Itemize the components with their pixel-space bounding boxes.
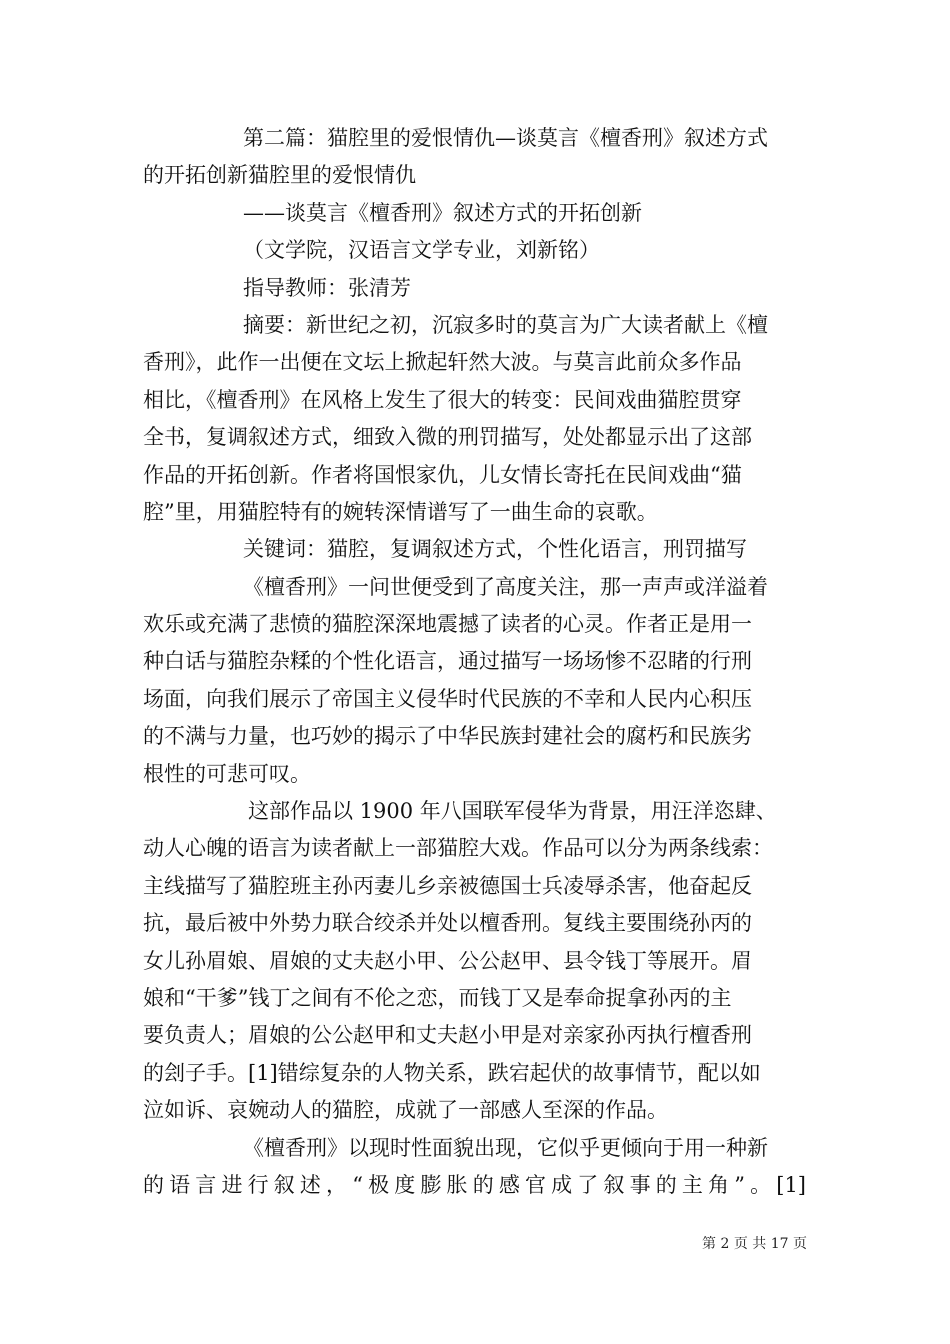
advisor: 指导教师：张清芳 bbox=[243, 275, 411, 300]
paragraph-line: 根性的可悲可叹。 bbox=[143, 761, 311, 786]
paragraph-line: 场面，向我们展示了帝国主义侵华时代民族的不幸和人民内心积压 bbox=[143, 686, 752, 711]
abstract-line: 腔”里，用猫腔特有的婉转深情谱写了一曲生命的哀歌。 bbox=[143, 499, 658, 524]
paragraph-line: 种白话与猫腔杂糅的个性化语言，通过描写一场场惨不忍睹的行刑 bbox=[143, 649, 752, 674]
document-body bbox=[143, 120, 806, 1204]
paragraph-line: 泣如诉、哀婉动人的猫腔，成就了一部感人至深的作品。 bbox=[143, 1098, 668, 1123]
paragraph-line: 欢乐或充满了悲愤的猫腔深深地震撼了读者的心灵。作者正是用一 bbox=[143, 612, 752, 637]
abstract-line: 香刑》，此作一出便在文坛上掀起轩然大波。与莫言此前众多作品 bbox=[143, 350, 742, 375]
paragraph-line: 娘和“干爹”钱丁之间有不伦之恋，而钱丁又是奉命捉拿孙丙的主 bbox=[143, 985, 732, 1010]
paragraph-line: 要负责人；眉娘的公公赵甲和丈夫赵小甲是对亲家孙丙执行檀香刑 bbox=[143, 1023, 752, 1048]
paragraph-line: 的刽子手。[1]错综复杂的人物关系，跌宕起伏的故事情节，配以如 bbox=[143, 1060, 761, 1085]
abstract-line: 相比，《檀香刑》在风格上发生了很大的转变：民间戏曲猫腔贯穿 bbox=[143, 387, 742, 412]
paragraph-line: 的不满与力量，也巧妙的揭示了中华民族封建社会的腐朽和民族劣 bbox=[143, 724, 752, 749]
abstract-line: 摘要：新世纪之初，沉寂多时的莫言为广大读者献上《檀 bbox=[243, 312, 768, 337]
abstract-line: 作品的开拓创新。作者将国恨家仇，儿女情长寄托在民间戏曲“猫 bbox=[143, 462, 742, 487]
title-line-1: 第二篇：猫腔里的爱恨情仇—谈莫言《檀香刑》叙述方式 bbox=[243, 126, 768, 150]
paragraph-line: 主线描写了猫腔班主孙丙妻儿乡亲被德国士兵凌辱杀害，他奋起反 bbox=[143, 873, 752, 898]
paragraph-line: 这部作品以 1900 年八国联军侵华为背景，用汪洋恣肆、 bbox=[248, 799, 777, 824]
author-info: （文学院，汉语言文学专业，刘新铭） bbox=[243, 238, 600, 263]
subtitle: ——谈莫言《檀香刑》叙述方式的开拓创新 bbox=[243, 200, 642, 225]
paragraph-line: 抗，最后被中外势力联合绞杀并处以檀香刑。复线主要围绕孙丙的 bbox=[143, 911, 752, 936]
paragraph-line: 女儿孙眉娘、眉娘的丈夫赵小甲、公公赵甲、县令钱丁等展开。眉 bbox=[143, 948, 752, 973]
paragraph-line: 动人心魄的语言为读者献上一部猫腔大戏。作品可以分为两条线索： bbox=[143, 836, 773, 861]
paragraph-line: 《檀香刑》以现时性面貌出现，它似乎更倾向于用一种新 bbox=[243, 1135, 768, 1160]
paragraph-line: 《檀香刑》一问世便受到了高度关注，那一声声或洋溢着 bbox=[243, 574, 768, 599]
paragraph-line: 的语言进行叙述，“极度膨胀的感官成了叙事的主角”。[1] bbox=[143, 1172, 806, 1197]
page-indicator: 第 2 页 共 17 页 bbox=[702, 1236, 807, 1252]
abstract-line: 全书，复调叙述方式，细致入微的刑罚描写，处处都显示出了这部 bbox=[143, 425, 752, 450]
keywords: 关键词：猫腔，复调叙述方式，个性化语言，刑罚描写 bbox=[243, 537, 747, 562]
title-line-2: 的开拓创新猫腔里的爱恨情仇 bbox=[143, 163, 416, 188]
